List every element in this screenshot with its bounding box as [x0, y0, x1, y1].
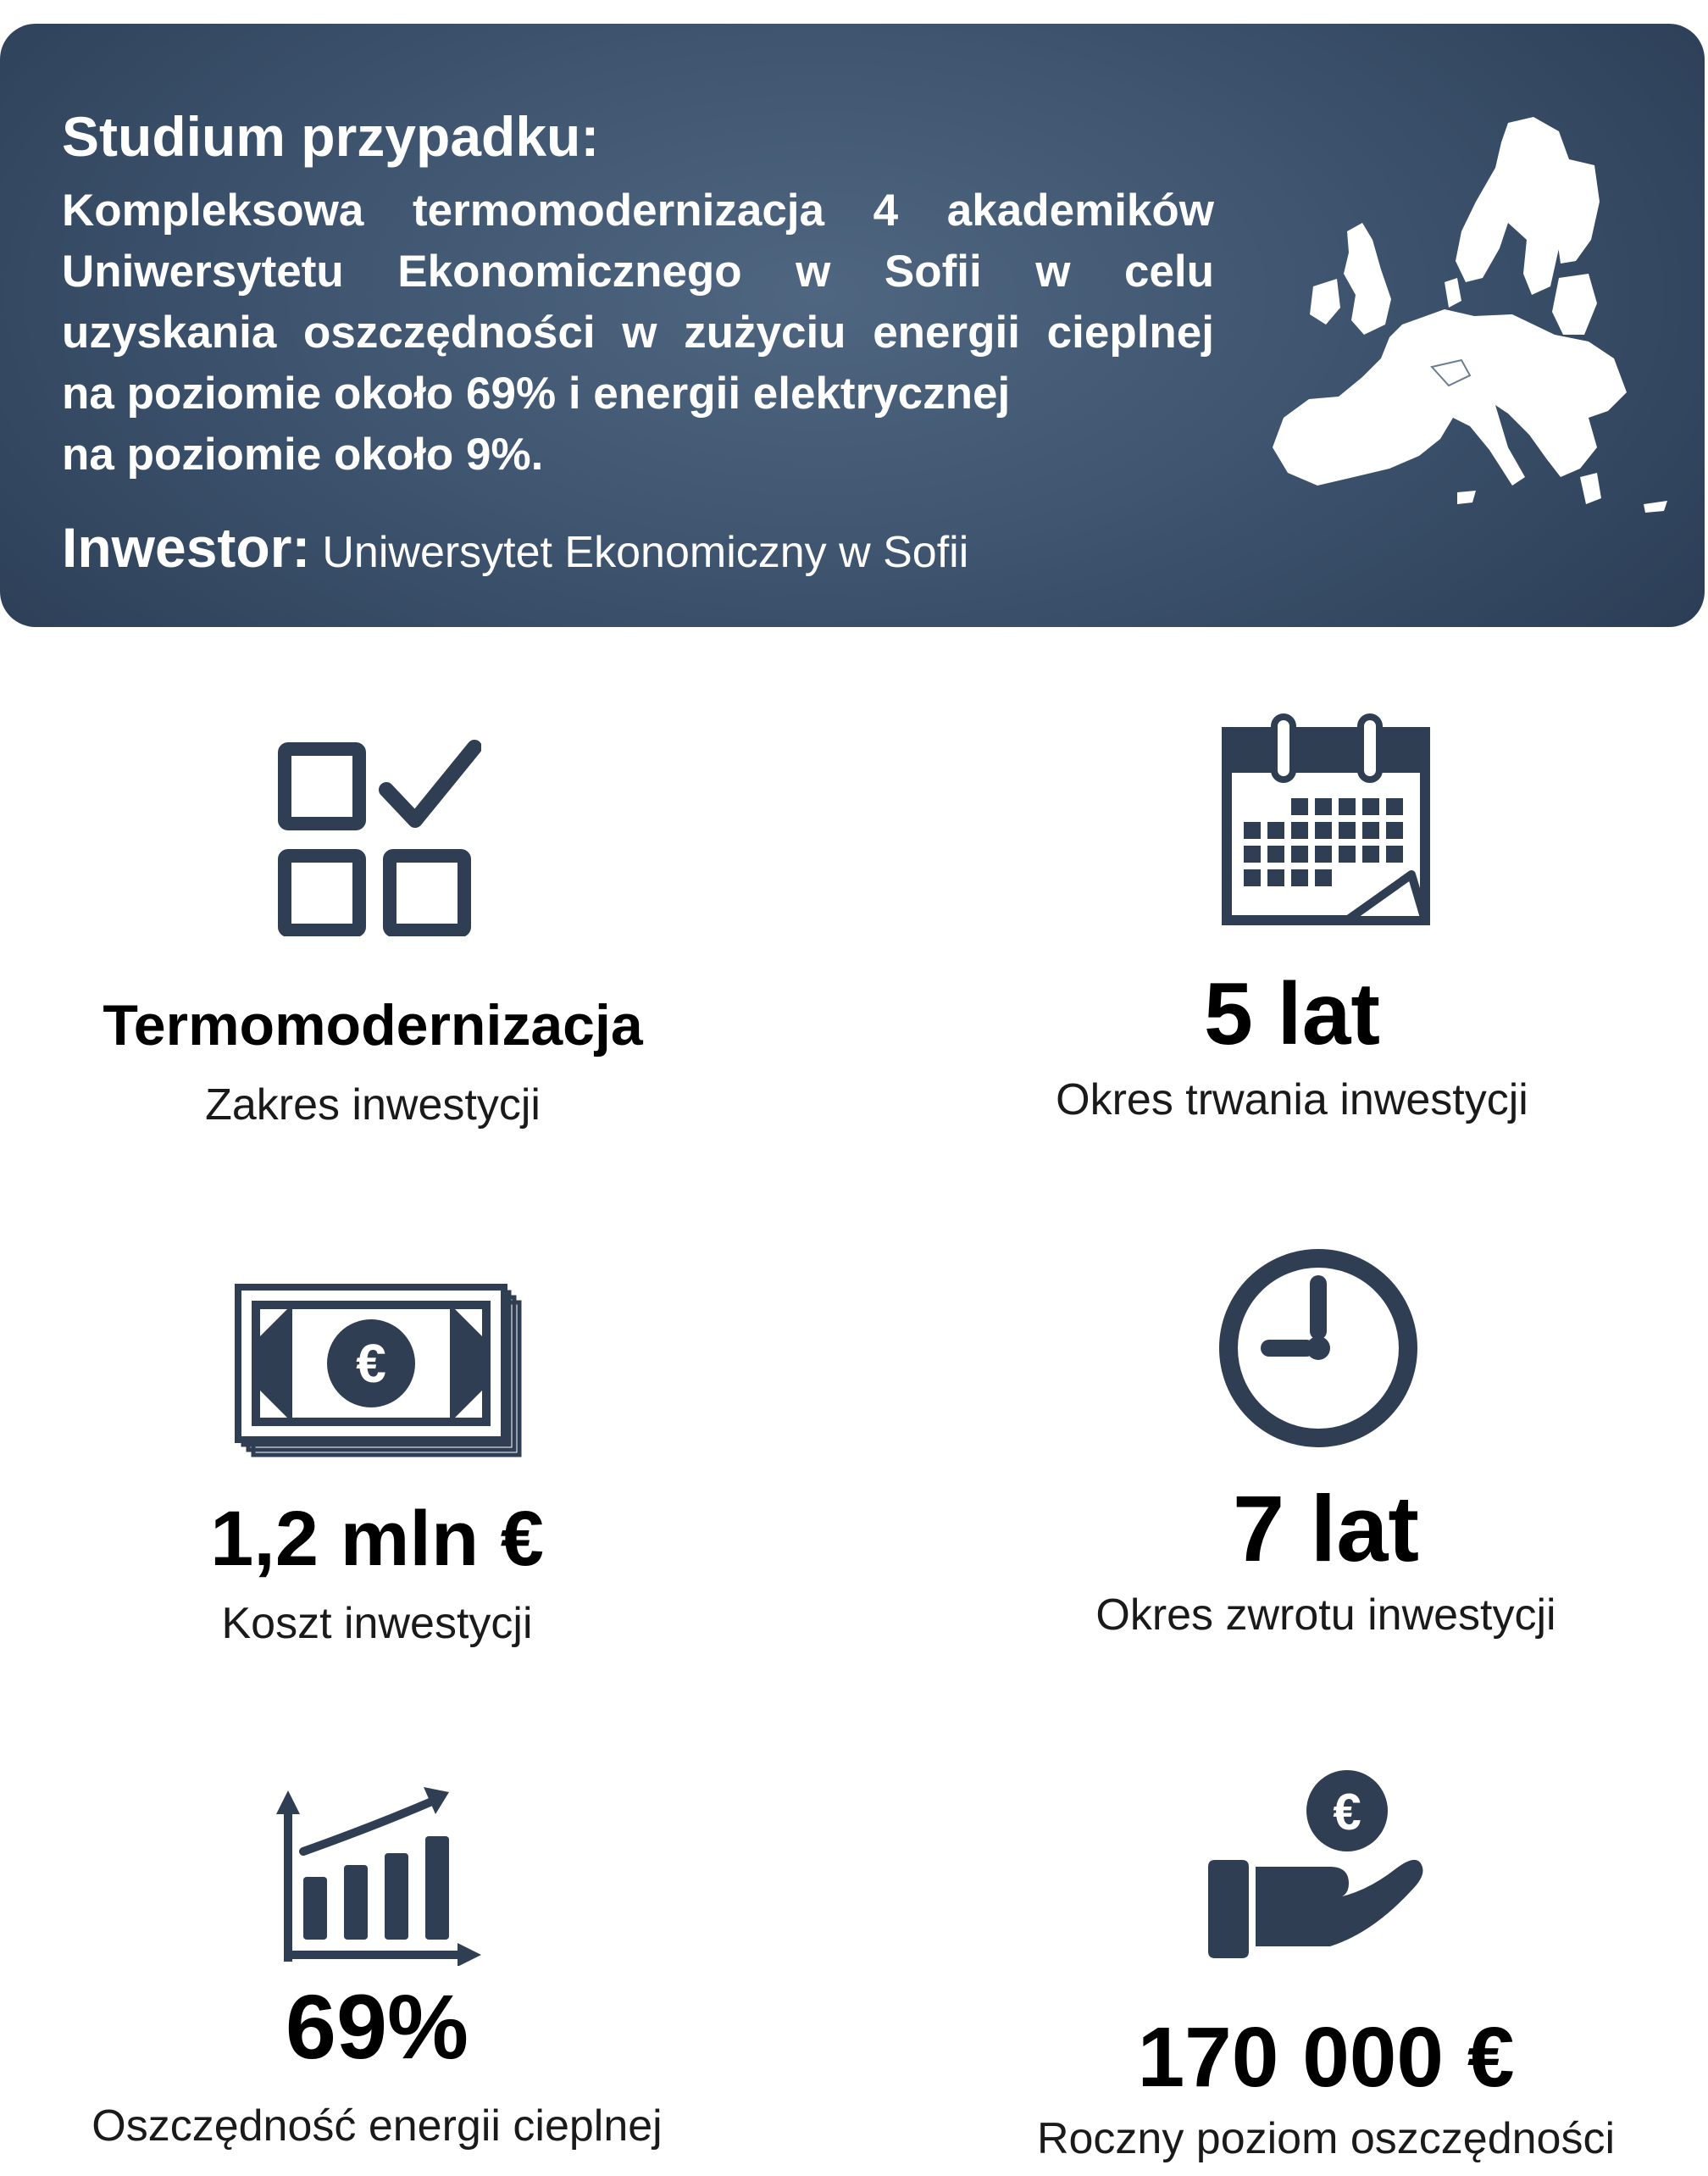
stat-value: 5 lat [1203, 965, 1381, 1063]
investor-label: Inwestor: [62, 516, 311, 579]
hand-euro-coin-icon [1203, 1767, 1457, 1970]
description-line: na poziomie około 69% i energii elektrycznej [62, 369, 1011, 419]
growth-chart-icon [273, 1784, 485, 1966]
svg-text:€: € [1333, 1784, 1361, 1840]
description-line: Uniwersytetu Ekonomicznego w Sofii w celu [62, 247, 1214, 297]
header-panel [0, 24, 1705, 627]
description-line: na poziomie około 9%. [62, 430, 544, 480]
stat-value: 69% [285, 1975, 469, 2078]
stat-value: 7 lat [1232, 1477, 1420, 1581]
stat-caption: Zakres inwestycji [205, 1080, 541, 1130]
calendar-grid [1244, 798, 1403, 886]
investor-value: Uniwersytet Ekonomiczny w Sofii [322, 528, 969, 577]
stat-caption: Okres trwania inwestycji [1056, 1075, 1528, 1124]
banknotes-euro-icon [233, 1284, 530, 1462]
svg-text:€: € [356, 1333, 386, 1394]
investor [62, 516, 969, 579]
europe-map-icon [1254, 113, 1678, 536]
calendar-icon [1220, 713, 1432, 925]
stat-caption: Oszczędność energii cieplnej [92, 2101, 663, 2151]
stat-value: 1,2 mln € [210, 1496, 544, 1582]
description-line: uzyskania oszczędności w zużyciu energii cieplnej [62, 308, 1214, 358]
stat-value: Termomodernizacja [103, 993, 643, 1057]
stat-caption: Roczny poziom oszczędności [1036, 2114, 1616, 2163]
stat-caption: Koszt inwestycji [221, 1599, 533, 1648]
header-title: Studium przypadku: [62, 105, 600, 168]
clock-icon [1213, 1243, 1425, 1455]
checklist-icon [278, 737, 481, 936]
stat-caption: Okres zwrotu inwestycji [1095, 1590, 1556, 1640]
description-line: Kompleksowa termomodernizacja 4 akademików [62, 186, 1214, 236]
header-description [62, 180, 1214, 486]
stat-value: 170 000 € [1137, 2010, 1515, 2105]
